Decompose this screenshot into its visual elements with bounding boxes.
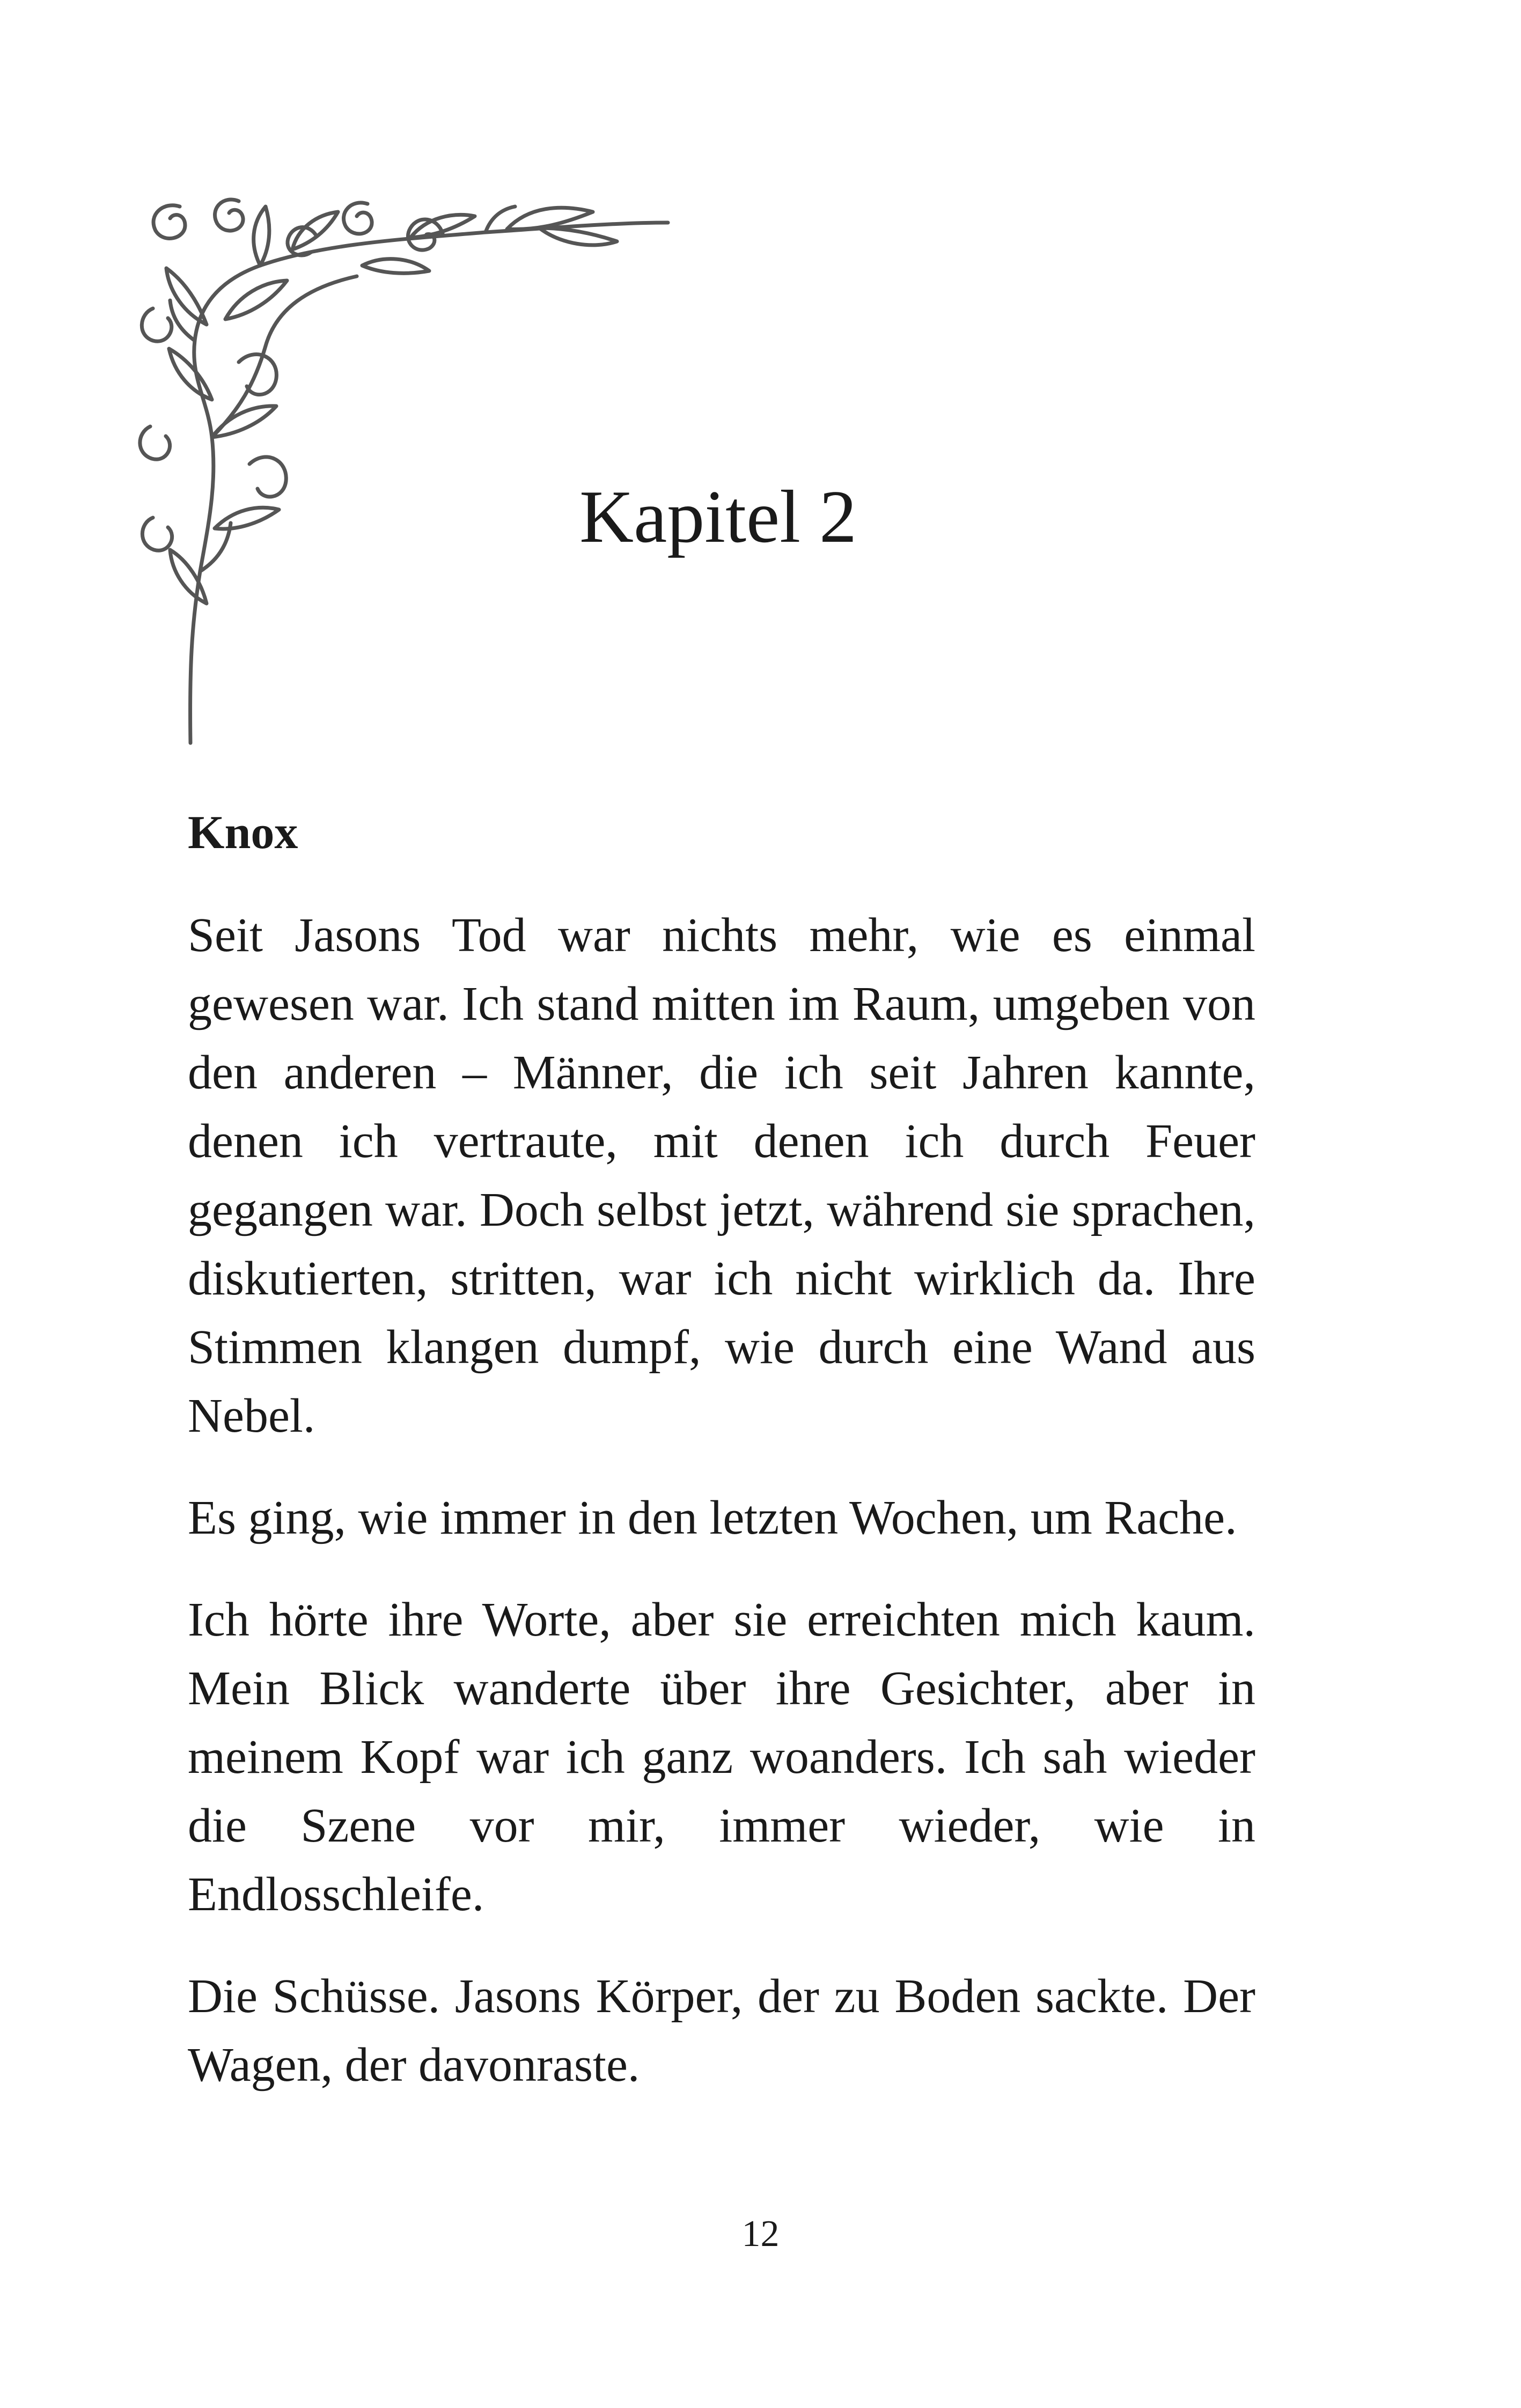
chapter-body [188, 901, 1255, 2133]
floral-corner-ornament-icon [131, 185, 679, 754]
narrator-heading: Knox [188, 807, 298, 859]
page-number: 12 [741, 2213, 780, 2255]
paragraph: Die Schüsse. Jasons Körper, der zu Boden sackte. Der Wagen, der davonraste. [188, 1970, 1255, 2092]
paragraph: Ich hörte ihre Worte, aber sie erreichten mich kaum. Mein Blick wanderte über ihre Gesichter, aber in meinem Kopf war ich ganz woanders. Ich sah wieder die Szene vor mir, immer wieder, wie in Endlosschleife. [188, 1593, 1255, 1921]
paragraph: Es ging, wie immer in den letzten Wochen, um Rache. [188, 1491, 1237, 1544]
paragraph: Seit Jasons Tod war nichts mehr, wie es einmal gewesen war. Ich stand mitten im Raum, umgeben von den anderen – Männer, die ich seit Jahren kannte, denen ich vertraute, mit denen ich durch Feuer gegangen war. Doch selbst jetzt, während sie sprachen, diskutierten, stritten, war ich nicht wirklich da. Ihre Stimmen klangen dumpf, wie durch eine Wand aus Nebel. [188, 909, 1255, 1442]
chapter-title: Kapitel 2 [579, 475, 857, 558]
